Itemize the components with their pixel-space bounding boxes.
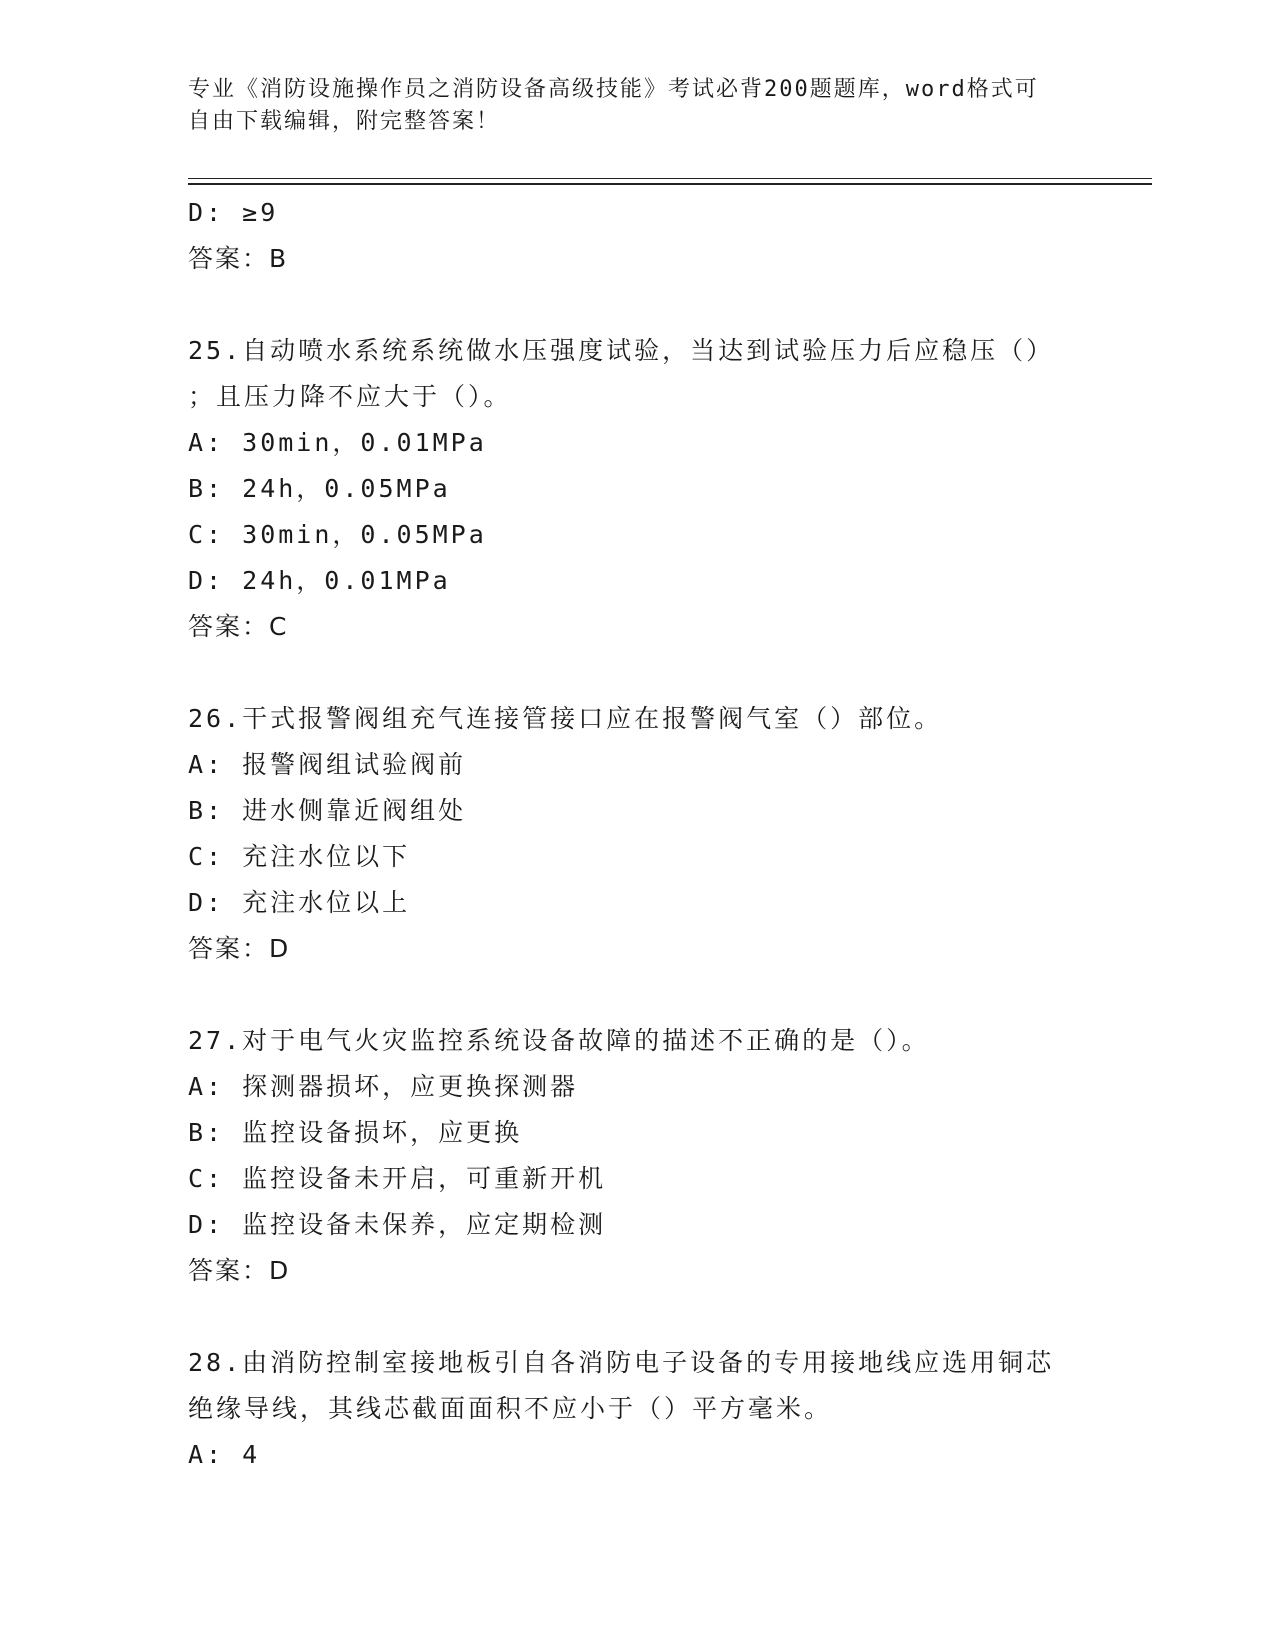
question-26-option-d: D: 充注水位以上 <box>188 888 411 917</box>
spacer <box>188 972 1088 1018</box>
question-25-option-d: D: 24h，0.01MPa <box>188 566 451 595</box>
question-27-option-a: A: 探测器损坏，应更换探测器 <box>188 1072 579 1101</box>
question-27-answer: 答案：D <box>188 1256 291 1285</box>
question-25-option-c: C: 30min，0.05MPa <box>188 520 487 549</box>
header-line-2: 自由下载编辑，附完整答案！ <box>188 109 501 134</box>
question-28-stem-line-2: 绝缘导线，其线芯截面面积不应小于（）平方毫米。 <box>188 1394 833 1423</box>
question-26-option-a: A: 报警阀组试验阀前 <box>188 750 467 779</box>
question-27-option-b: B: 监控设备损坏，应更换 <box>188 1118 523 1147</box>
spacer <box>188 1294 1088 1340</box>
question-27-stem-line-1: 27.对于电气火灾监控系统设备故障的描述不正确的是（）。 <box>188 1026 930 1055</box>
question-25-stem-line-2: ；且压力降不应大于（）。 <box>188 382 512 411</box>
question-26-option-b: B: 进水侧靠近阀组处 <box>188 796 467 825</box>
header-divider-thick <box>188 183 1152 185</box>
question-27-option-d: D: 监控设备未保养，应定期检测 <box>188 1210 607 1239</box>
prev-question-option-d: D: ≥9 <box>188 198 279 227</box>
question-26-stem-line-1: 26.干式报警阀组充气连接管接口应在报警阀气室（）部位。 <box>188 704 943 733</box>
question-list <box>188 190 1088 1478</box>
question-28-option-a: A: 4 <box>188 1440 261 1469</box>
question-26-option-c: C: 充注水位以下 <box>188 842 411 871</box>
question-27-option-c: C: 监控设备未开启，可重新开机 <box>188 1164 607 1193</box>
spacer <box>188 650 1088 696</box>
prev-question-answer: 答案：B <box>188 244 289 273</box>
question-25-option-a: A: 30min，0.01MPa <box>188 428 487 457</box>
header-line-1: 专业《消防设施操作员之消防设备高级技能》考试必背200题题库，word格式可 <box>188 77 1039 102</box>
header-divider-thin <box>188 178 1152 179</box>
question-26-answer: 答案：D <box>188 934 291 963</box>
question-25-answer: 答案：C <box>188 612 289 641</box>
question-28-stem-line-1: 28.由消防控制室接地板引自各消防电子设备的专用接地线应选用铜芯 <box>188 1348 1055 1377</box>
page-header <box>188 74 1088 138</box>
question-25-stem-line-1: 25.自动喷水系统系统做水压强度试验，当达到试验压力后应稳压（） <box>188 336 1055 365</box>
question-25-option-b: B: 24h，0.05MPa <box>188 474 451 503</box>
spacer <box>188 282 1088 328</box>
